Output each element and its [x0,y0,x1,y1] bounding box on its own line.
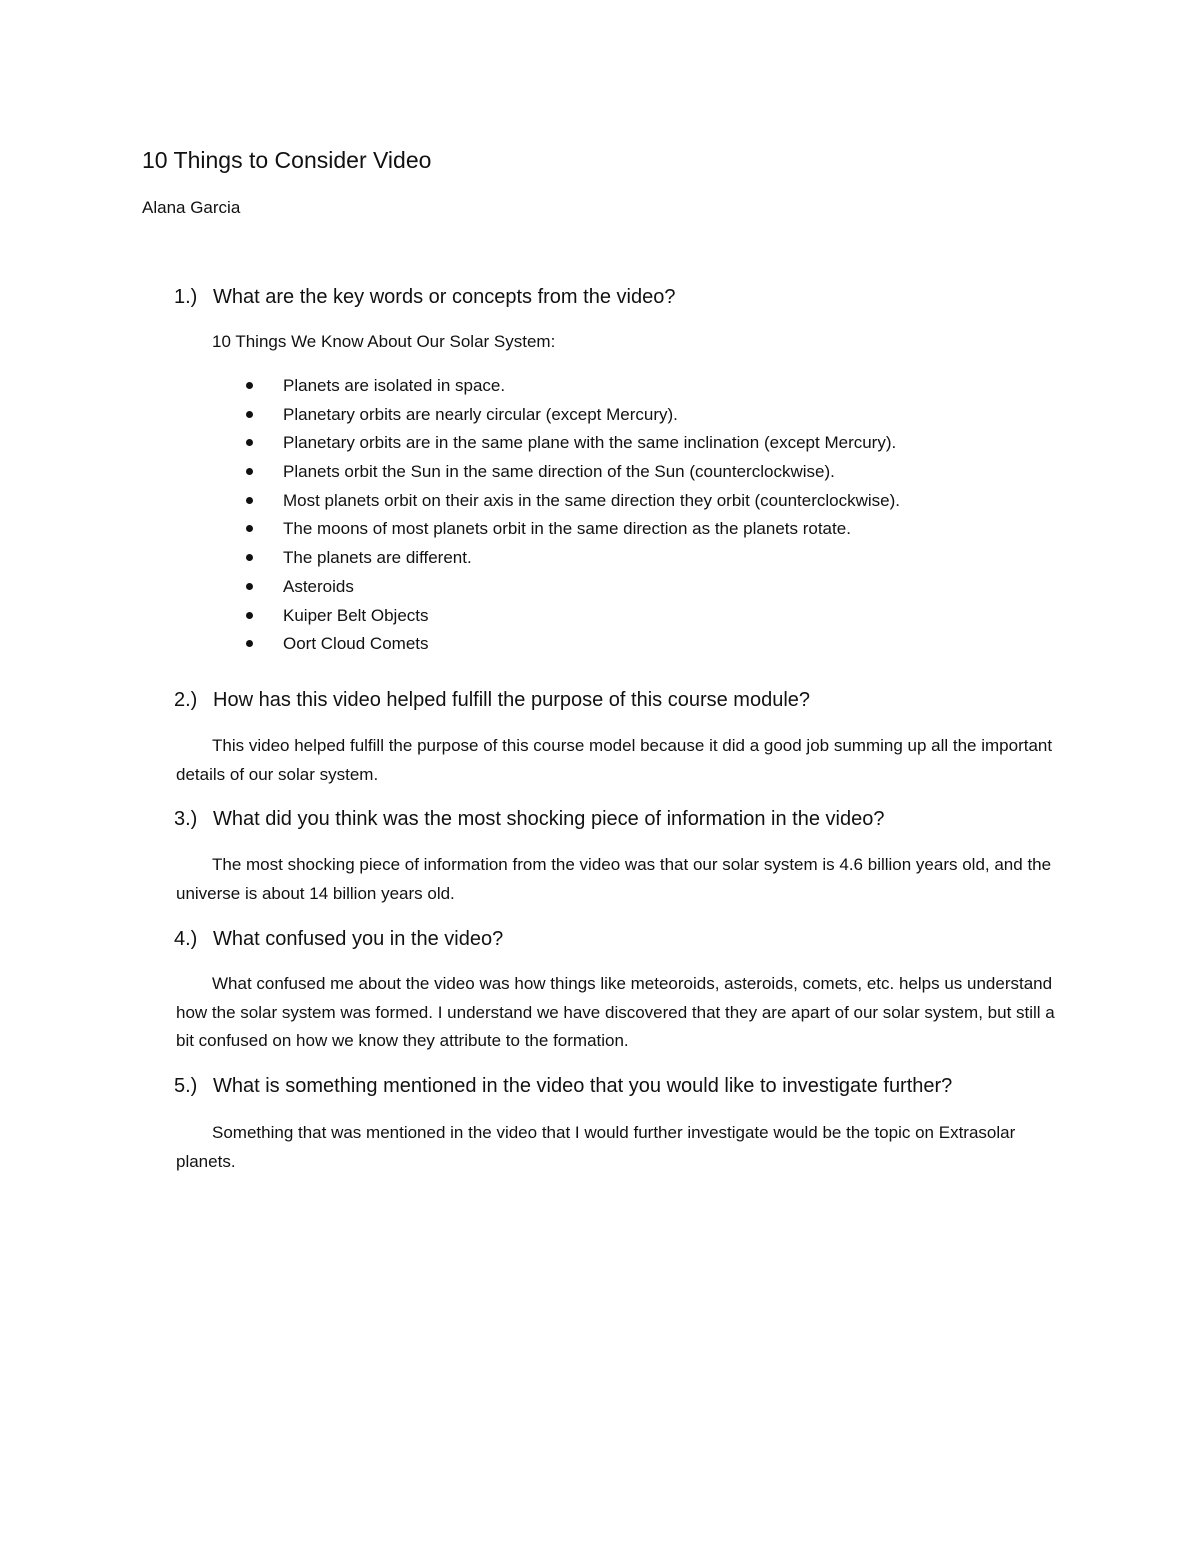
question-number: 4.) [174,928,198,950]
bullet-icon [246,497,253,504]
question-text: How has this video helped fulfill the purpose of this course module? [213,689,811,711]
bullet-icon [246,439,253,446]
bullet-icon [246,612,253,619]
document-page: 10 Things to Consider Video Alana Garcia 1.) What are the key words or concepts from the video? 10 Things We Know About Our Solar System: Planets are isolated in space. Planetary orbits are nearly circular (except Mercury). Planetary orbits are in the same plane with the same inclination (except Mercury). Planets orbit the Sun in the same direction of the Sun (counterclockwise). Most planets orbit on their axis in the same direction they orbit (counterclockwise). The moons of most planets orbit in the same direction as the planets rotate. The planets are different. Asteroids Kuiper Belt Objects Oort Cloud Comets 2.) How has this video helped fulfill the purpose of this course module? This video helped fulfill the purpose of this course model because it did a good job summing up all the important details of our solar system. 3.) What did you think was the most shocking piece of information in the video? The most shocking piece of information from the video was that our solar system is 4.6 billion years old, and the universe is about 14 billion years old. 4.) What confused you in the video? What confused me about the video was how things like meteoroids, asteroids, comets, etc. helps us understand how the solar system was formed. I understand we have discovered that they are apart of our solar system, but still a bit confused on how we know they attribute to the formation. 5.) What is something mentioned in the video that you would like to investigate further? Something that was mentioned in the video that I would further investigate would be the topic on Extrasolar planets. [0,0,1200,1553]
question-2-heading [174,686,810,714]
bullet-icon [246,382,253,389]
question-text: What is something mentioned in the video that you would like to investigate further? [213,1075,953,1097]
question-text: What confused you in the video? [213,928,504,950]
answer-3: The most shocking piece of information from the video was that our solar system is 4.6 billion years old, and the universe is about 14 billion years old. [176,855,1052,903]
question-1-heading [174,283,675,311]
answer-2: This video helped fulfill the purpose of this course model because it did a good job summing up all the important details of our solar system. [176,736,1053,784]
bullet-icon [246,640,253,647]
question-number: 5.) [174,1075,198,1097]
bullet-icon [246,583,253,590]
answer-5: Something that was mentioned in the video that I would further investigate would be the topic on Extrasolar planets. [176,1123,1016,1171]
question-3-heading [174,805,884,833]
question-text: What did you think was the most shocking piece of information in the video? [213,808,885,830]
list-subheading: 10 Things We Know About Our Solar System: [212,332,556,351]
bullet-icon [246,554,253,561]
document-title: 10 Things to Consider Video [142,147,432,173]
bullet-icon [246,525,253,532]
bullet-icon [246,468,253,475]
question-4-heading [174,925,503,953]
author-name: Alana Garcia [142,198,241,217]
question-text: What are the key words or concepts from the video? [213,286,676,308]
answer-4: What confused me about the video was how things like meteoroids, asteroids, comets, etc. helps us understand how the solar system was formed. I understand we have discovered that they are apart of our solar system, but still a bit confused on how we know they attribute to the formation. [176,974,1055,1050]
bullet-icon [246,411,253,418]
question-5-heading [174,1072,952,1100]
question-number: 1.) [174,286,198,308]
question-number: 3.) [174,808,198,830]
question-number: 2.) [174,689,198,711]
